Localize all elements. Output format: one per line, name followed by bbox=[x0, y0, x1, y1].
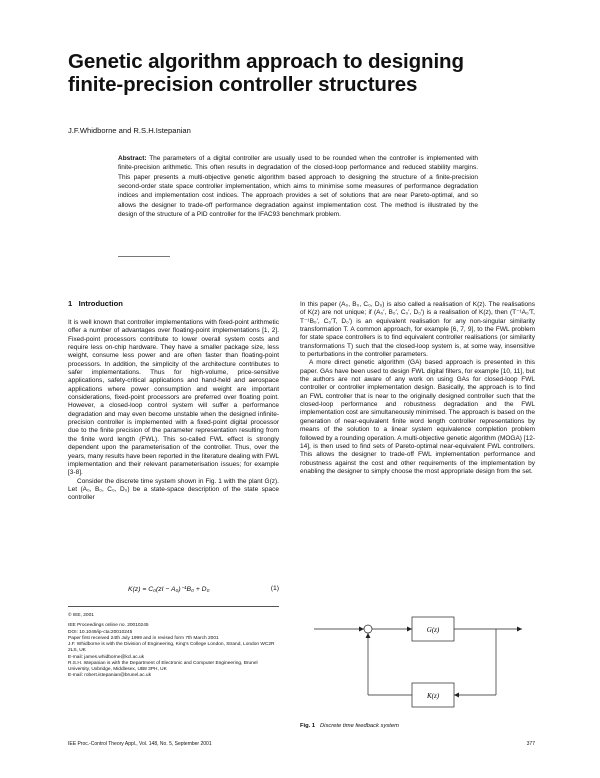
page-number: 377 bbox=[526, 741, 535, 747]
section-heading bbox=[68, 299, 123, 308]
abstract-divider bbox=[118, 256, 170, 257]
footnote-author-2: R.S.H. Istepanian is with the Department of Electronic and Computer Engineering, Brunel University, Uxbridge, Middlesex, UB8 3PH, UK bbox=[68, 660, 258, 672]
paper-authors: J.F.Whidborne and R.S.H.Istepanian bbox=[68, 126, 191, 135]
footnote-divider bbox=[68, 606, 279, 607]
footnote-copyright: © IEE, 2001 bbox=[68, 613, 94, 618]
intro-paragraph-2: Consider the discrete time system shown in Fig. 1 with the plant G(z). Let (A₀, B₀, C₀, D₀) be a state-space description of the state space controller bbox=[68, 477, 279, 502]
abstract-label: Abstract: bbox=[118, 155, 147, 162]
left-column bbox=[68, 319, 279, 503]
section-number: 1 bbox=[68, 299, 73, 308]
equation-expression: K(z) = C₀(zI − A₀)⁻¹B₀ + D₀ bbox=[128, 586, 210, 593]
plant-label: G(z) bbox=[426, 626, 440, 634]
arrow-feedback-up bbox=[366, 633, 371, 638]
footnote-author-1: J.F. Whidborne is with the Division of Engineering, King's College London, Strand, London WC2R 2LS, UK bbox=[68, 642, 275, 654]
intro-paragraph-1: It is well known that controller implementations with fixed-point arithmetic offer a number of advantages over floating-point implementations [1, 2]. Fixed-point processors contribute to lower overall system costs and require less on-chip hardware. They have a smaller package size, less weight, consume less power and are often faster than floating-point processors. In addition, the simplicity of the architecture contributes to safer implementations. Thus for high-volume, price-sensitive applications, safety-critical applications and hand-held and aerospace applications where power consumption and weight are important considerations, fixed-point processors are preferred over floating point. However, a closed-loop control system will suffer a performance degradation and may even become unstable when the designed infinite-precision controller is implemented with a fixed-point digital processor due to the finite precision of the parameter representation resulting from the finite word length (FWL). This so-called FWL effect is strongly dependent upon the parameterisation of the controller. Thus, over the years, many results have been reported in the literature dealing with FWL implementation and their relevant parameterisation issues; for example [3-8]. bbox=[68, 319, 279, 477]
figure-caption-text: Discrete time feedback system bbox=[319, 723, 399, 729]
controller-label: K(z) bbox=[426, 692, 440, 700]
body-paragraph-1: In this paper (A₀, B₀, C₀, D₀) is also called a realisation of K(z). The realisations of K(z) are not unique; if (A₀′, B₀′, C₀′, D₀′) is a realisation of K(z), then (T⁻¹A₀′T, T⁻¹B₀′, C₀′T, D₀′) is an equivalent realisation for any non-singular similarity transformation T. A common approach, for example [6, 7, 9], to the FWL problem for state space controllers is to find equivalent controller realisations (or similarity transformations T) such that the closed-loop system is, at some way, insensitive to perturbations in the controller parameters. bbox=[300, 301, 535, 359]
abstract bbox=[118, 154, 478, 219]
section-title: Introduction bbox=[78, 299, 123, 308]
arrow-to-junction bbox=[359, 627, 364, 632]
figure-caption bbox=[300, 723, 399, 729]
footnote-email-1: E-mail: james.whidborne@kcl.ac.uk bbox=[68, 654, 145, 660]
body-paragraph-2: A more direct genetic algorithm (GA) based approach is presented in this paper. GAs have been used to design FWL digital filters, for example [10, 11], but the authors are not aware of any work on using GAs for closed-loop FWL controller or controller implementation design. Basically, the approach is to find an FWL controller that is near to the originally designed controller such that the closed-loop performance and robustness degradation and the FWL implementation cost are simultaneously minimised. The approach is based on the generation of near-equivalent finite word length controller representations by means of the solution to a linear system equivalence completion problem followed by a rounding operation. A multi-objective genetic algorithm (MOGA) [12-14], is then used to find sets of Pareto-optimal near-equivalent FWL controllers. This allows the designer to trade-off FWL implementation performance and robustness against the cost and other requirements of the implementation by enabling the designer to simply choose the most appropriate design from the set. bbox=[300, 359, 535, 475]
footnote-received: Paper first received 24th July 1999 and in revised form 7th March 2001 bbox=[68, 635, 219, 641]
right-column bbox=[300, 301, 535, 476]
footnotes bbox=[68, 613, 279, 680]
footnote-online-no: IEE Proceedings online no. 20010245 bbox=[68, 623, 149, 629]
journal-citation: IEE Proc.-Control Theory Appl., Vol. 148, No. 5, September 2001 bbox=[68, 741, 212, 747]
arrow-to-controller bbox=[454, 693, 459, 698]
figure-1-block-diagram bbox=[300, 611, 535, 719]
arrow-output bbox=[517, 627, 522, 632]
running-footer bbox=[68, 741, 535, 747]
figure-label: Fig. 1 bbox=[300, 723, 316, 729]
footnote-email-2: E-mail: robert.istepanian@brunel.ac.uk bbox=[68, 673, 151, 679]
summing-junction bbox=[364, 625, 372, 633]
equation-number: (1) bbox=[270, 585, 279, 592]
footnote-doi: DOI: 10.1049/ip-cta:20010245 bbox=[68, 629, 133, 635]
arrow-to-plant bbox=[407, 627, 412, 632]
paper-title: Genetic algorithm approach to designing finite-precision controller structures bbox=[68, 50, 464, 96]
abstract-text: The parameters of a digital controller are usually used to be rounded when the controller is implemented with finite-precision arithmetic. This often results in degradation of the closed-loop performance and reduced stability margins. This paper presents a multi-objective genetic algorithm based approach to designing the structure of a finite-precision second-order state space controller implementation, which aims to minimise some measures of performance degradation indices and implementation cost indices. The approach provides a set of solutions that are near Pareto-optimal, and so allows the designer to trade-off performance degradation against implementation cost. The method is illustrated by the design of the structure of a PID controller for the IFAC93 benchmark problem. bbox=[118, 155, 478, 219]
equation-1 bbox=[68, 585, 279, 595]
